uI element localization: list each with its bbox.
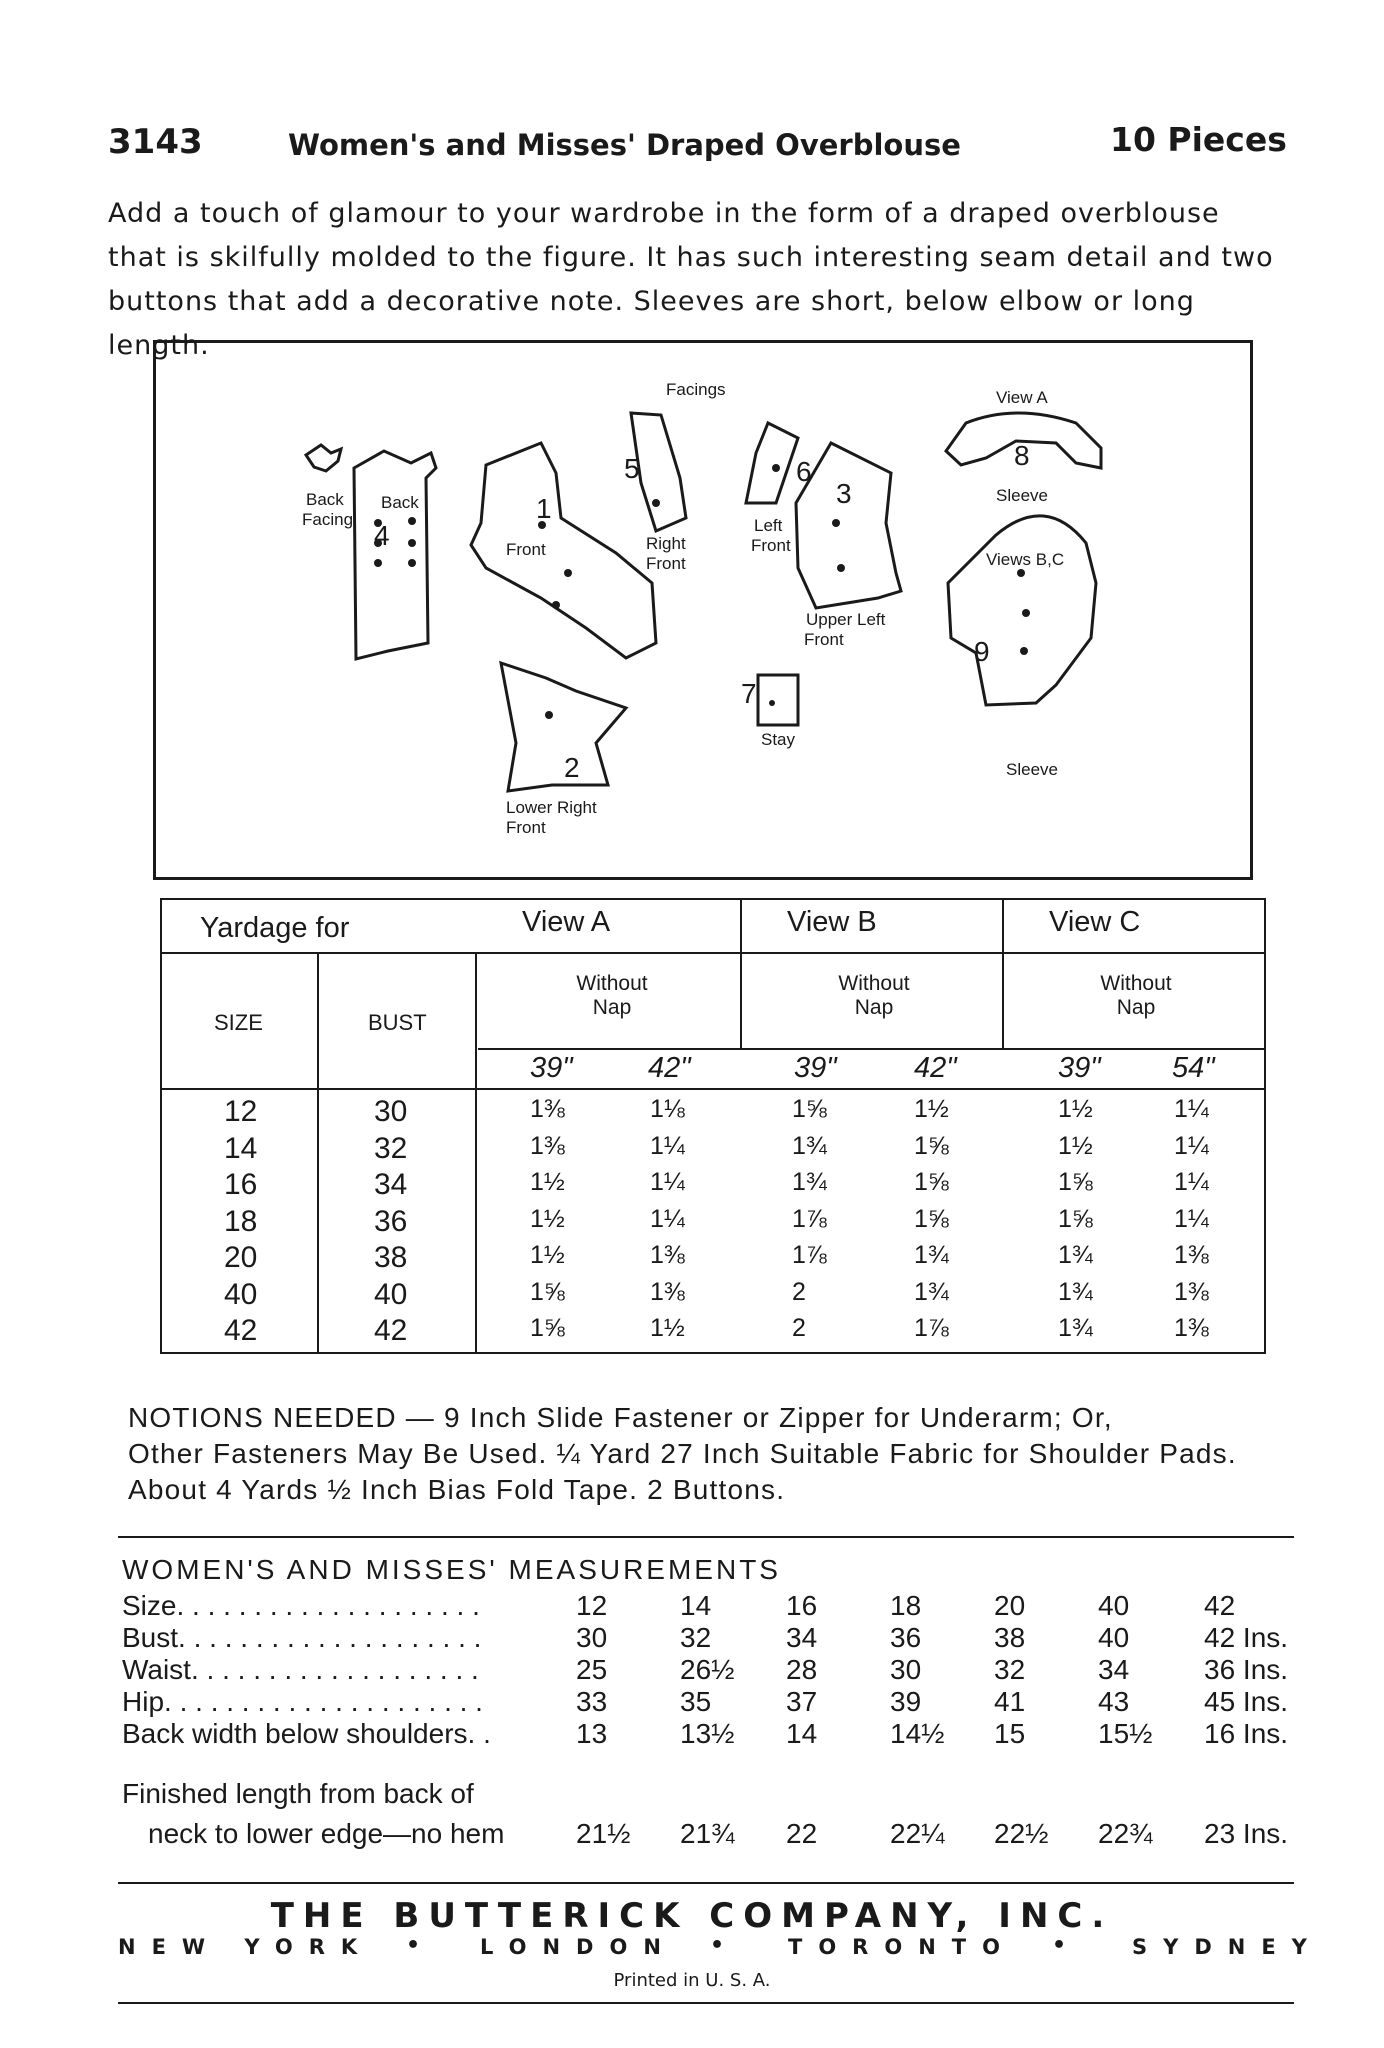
length-value: 23 Ins. (1204, 1818, 1289, 1849)
description-line-2: that is skilfully molded to the figure. It has such interesting seam detail and two (108, 242, 1274, 273)
yardage-cell-size: 18 (224, 1204, 258, 1238)
yardage-cell-b39: 1¾ (792, 1131, 827, 1160)
measurement-value: 20 (994, 1590, 1026, 1621)
yardage-cell-b39: 1⅝ (792, 1095, 827, 1123)
yardage-cell-c39: 1⅝ (1058, 1204, 1093, 1233)
measurement-value: 32 (994, 1654, 1026, 1685)
yardage-cell-bust: 42 (374, 1314, 408, 1347)
measurement-value: 35 (680, 1686, 712, 1717)
measurement-value: 36 (890, 1622, 922, 1653)
length-value: 22¼ (890, 1818, 945, 1849)
yardage-cell-a42: 1⅜ (650, 1241, 685, 1269)
length-label-1: Finished length from back of (122, 1778, 474, 1809)
measurement-value: 15½ (1098, 1718, 1153, 1749)
measurement-value: 41 (994, 1686, 1026, 1717)
length-value: 21¾ (680, 1818, 735, 1849)
city-london: LONDON (480, 1935, 677, 1959)
view-c-width-1: 39" (1058, 1052, 1101, 1084)
measurement-value: 13½ (680, 1718, 735, 1749)
city-sydney: SYDNEY (1132, 1935, 1323, 1959)
yardage-cell-a39: 1⅝ (530, 1314, 565, 1342)
yardage-cell-b39: 1⅞ (792, 1241, 827, 1269)
upper-left-front-piece (796, 443, 901, 608)
lower-right-front-number: 2 (564, 752, 580, 783)
pattern-number: 3143 (108, 122, 203, 162)
piece-count: 10 Pieces (1110, 120, 1287, 159)
sleeve-bc-piece (948, 516, 1096, 705)
length-value: 22½ (994, 1818, 1049, 1849)
view-c-width-2: 54" (1172, 1052, 1215, 1084)
yardage-cell-a42: 1½ (650, 1314, 685, 1342)
view-a-width-1: 39" (530, 1052, 573, 1084)
yardage-cell-b42: 1¾ (914, 1241, 949, 1269)
length-label-2: neck to lower edge—no hem (148, 1818, 505, 1849)
yardage-cell-size: 12 (224, 1095, 258, 1128)
yardage-cell-a39: 1⅝ (530, 1277, 565, 1306)
yardage-cell-c39: 1¾ (1058, 1314, 1093, 1342)
measurement-value: 14½ (890, 1718, 945, 1749)
yardage-cell-bust: 36 (374, 1204, 408, 1238)
view-b-width-2: 42" (914, 1052, 957, 1084)
yardage-cell-a42: 1¼ (650, 1131, 685, 1160)
right-front-label-2: Front (646, 554, 686, 573)
yardage-cell-c54: 1⅜ (1174, 1277, 1209, 1306)
views-bc-label: Views B,C (986, 550, 1065, 569)
city-toronto: TORONTO (788, 1935, 1016, 1959)
lower-right-front-label-1: Lower Right (506, 798, 597, 817)
yardage-cell-size: 42 (224, 1314, 258, 1347)
yardage-cell-a39: 1½ (530, 1168, 565, 1196)
measurement-value: 12 (576, 1590, 608, 1621)
yardage-cell-a39: 1⅜ (530, 1131, 565, 1160)
view-a-width-2: 42" (648, 1052, 691, 1084)
back-facing-label-2: Facing (302, 510, 354, 529)
back-piece-name: Back (381, 493, 419, 512)
measurement-value: 26½ (680, 1654, 735, 1685)
notions-line-1: NOTIONS NEEDED — 9 Inch Slide Fastener or Zipper for Underarm; Or, (128, 1402, 1113, 1433)
yardage-cell-a42: 1⅜ (650, 1277, 685, 1306)
upper-left-front-label-1: Upper Left (806, 610, 886, 629)
measurement-value: 15 (994, 1718, 1026, 1749)
city-separator: • (406, 1933, 421, 1958)
view-a-nap-line-2: Nap (592, 996, 632, 1019)
measurement-value: 14 (680, 1590, 712, 1621)
yardage-cell-c39: 1¾ (1058, 1277, 1093, 1306)
right-front-number: 5 (624, 453, 640, 484)
size-header: SIZE (214, 1010, 263, 1035)
pattern-pieces-drawing (156, 343, 1256, 883)
yardage-cell-a39: 1½ (530, 1204, 565, 1233)
measurement-label: Hip. . . . . . . . . . . . . . . . . . . . . (122, 1686, 483, 1717)
notions-line-2: Other Fasteners May Be Used. ¼ Yard 27 Inch Suitable Fabric for Shoulder Pads. (128, 1438, 1237, 1469)
measurement-value: 14 (786, 1718, 818, 1749)
measurement-label: Waist. . . . . . . . . . . . . . . . . . . (122, 1654, 479, 1685)
measurement-value: 34 (786, 1622, 818, 1653)
back-piece-number: 4 (374, 520, 390, 551)
left-front-label-1: Left (754, 516, 783, 535)
yardage-cell-c54: 1¼ (1174, 1168, 1209, 1196)
measurement-value: 34 (1098, 1654, 1130, 1685)
measurement-value: 37 (786, 1686, 818, 1717)
view-b-nap-line-1: Without (838, 972, 910, 995)
stay-number: 7 (741, 678, 757, 709)
yardage-cell-b39: 1⅞ (792, 1204, 827, 1233)
left-front-label-2: Front (751, 536, 791, 555)
city-separator: • (710, 1933, 725, 1958)
view-a-nap-line-1: Without (576, 972, 648, 995)
yardage-cell-a39: 1½ (530, 1241, 565, 1269)
notions-line-3: About 4 Yards ½ Inch Bias Fold Tape. 2 Buttons. (128, 1474, 786, 1505)
yardage-cell-c39: 1½ (1058, 1095, 1093, 1123)
yardage-cell-bust: 38 (374, 1241, 408, 1274)
measurements-heading: WOMEN'S AND MISSES' MEASUREMENTS (122, 1554, 781, 1585)
measurement-value: 16 Ins. (1204, 1718, 1289, 1749)
measurement-value: 43 (1098, 1686, 1130, 1717)
yardage-cell-b42: 1⅝ (914, 1131, 949, 1160)
bust-header: BUST (368, 1010, 427, 1035)
yardage-cell-b39: 2 (792, 1314, 806, 1342)
yardage-cell-a42: 1¼ (650, 1204, 685, 1233)
facings-label: Facings (666, 380, 726, 399)
yardage-cell-b42: 1⅝ (914, 1204, 949, 1233)
view-a-header: View A (522, 906, 611, 938)
yardage-cell-c54: 1⅜ (1174, 1314, 1209, 1342)
measurement-value: 36 Ins. (1204, 1654, 1289, 1685)
measurement-value: 42 (1204, 1590, 1236, 1621)
measurement-label: Size. . . . . . . . . . . . . . . . . . . . (122, 1590, 480, 1621)
length-value: 22 (786, 1818, 818, 1849)
yardage-cell-size: 20 (224, 1241, 258, 1274)
stay-piece (758, 675, 798, 725)
stay-name: Stay (761, 730, 796, 749)
left-front-facing-piece (746, 423, 798, 503)
pattern-title: Women's and Misses' Draped Overblouse (288, 128, 961, 162)
measurement-value: 33 (576, 1686, 608, 1717)
yardage-cell-c54: 1⅜ (1174, 1241, 1209, 1269)
yardage-table (160, 898, 1266, 1354)
view-c-nap-line-2: Nap (1116, 996, 1156, 1019)
right-front-label-1: Right (646, 534, 686, 553)
measurement-label: Back width below shoulders. . (122, 1718, 491, 1749)
upper-left-front-label-2: Front (804, 630, 844, 649)
measurement-value: 32 (680, 1622, 712, 1653)
city-new-york: NEW YORK (118, 1935, 374, 1959)
measurement-value: 16 (786, 1590, 818, 1621)
yardage-corner-label: Yardage for (200, 912, 350, 944)
measurement-value: 25 (576, 1654, 608, 1685)
yardage-cell-b39: 1¾ (792, 1168, 827, 1196)
yardage-cell-c39: 1¾ (1058, 1241, 1093, 1269)
yardage-cell-c54: 1¼ (1174, 1204, 1209, 1233)
view-b-nap-line-2: Nap (854, 996, 894, 1019)
back-piece (354, 451, 436, 659)
view-b-width-1: 39" (794, 1052, 837, 1084)
measurement-value: 30 (890, 1654, 922, 1685)
yardage-cell-bust: 30 (374, 1095, 408, 1128)
front-piece-number: 1 (536, 493, 552, 524)
upper-left-front-number: 3 (836, 478, 852, 509)
city-separator: • (1052, 1933, 1067, 1958)
measurement-value: 42 Ins. (1204, 1622, 1289, 1653)
length-value: 21½ (576, 1818, 631, 1849)
sleeve-a-name: Sleeve (996, 486, 1048, 505)
yardage-cell-a39: 1⅜ (530, 1095, 565, 1123)
printed-in-usa: Printed in U. S. A. (613, 1970, 771, 1991)
yardage-cell-b42: 1¾ (914, 1277, 949, 1306)
view-a-label: View A (996, 388, 1048, 407)
measurement-value: 30 (576, 1622, 608, 1653)
sleeve-bc-number: 9 (974, 636, 990, 667)
yardage-cell-size: 40 (224, 1277, 258, 1311)
yardage-cell-bust: 32 (374, 1131, 408, 1165)
yardage-cell-b42: 1⅝ (914, 1168, 949, 1196)
lower-right-front-label-2: Front (506, 818, 546, 837)
yardage-cell-size: 14 (224, 1131, 258, 1165)
measurement-value: 28 (786, 1654, 818, 1685)
description-line-1: Add a touch of glamour to your wardrobe in the form of a draped overblouse (108, 198, 1220, 229)
yardage-cell-b42: 1½ (914, 1095, 949, 1123)
front-piece-name: Front (506, 540, 546, 559)
back-facing-piece (306, 445, 341, 471)
back-facing-label-1: Back (306, 490, 344, 509)
view-b-header: View B (787, 906, 877, 938)
measurement-value: 39 (890, 1686, 922, 1717)
yardage-cell-bust: 40 (374, 1277, 408, 1311)
yardage-cell-a42: 1⅛ (650, 1095, 685, 1123)
view-c-nap-line-1: Without (1100, 972, 1172, 995)
yardage-cell-bust: 34 (374, 1168, 408, 1201)
measurement-value: 40 (1098, 1590, 1130, 1621)
measurement-value: 18 (890, 1590, 922, 1621)
description-line-3: buttons that add a decorative note. Sleeves are short, below elbow or long length. (108, 286, 1195, 361)
yardage-cell-c54: 1¼ (1174, 1131, 1209, 1160)
pattern-pieces-diagram (153, 340, 1253, 880)
measurement-value: 40 (1098, 1622, 1130, 1653)
yardage-cell-size: 16 (224, 1168, 258, 1201)
yardage-cell-c54: 1¼ (1174, 1095, 1209, 1123)
measurement-value: 13 (576, 1718, 608, 1749)
left-front-number: 6 (796, 456, 812, 487)
measurement-value: 45 Ins. (1204, 1686, 1289, 1717)
measurement-label: Bust. . . . . . . . . . . . . . . . . . . . (122, 1622, 482, 1653)
length-value: 22¾ (1098, 1818, 1153, 1849)
measurement-value: 38 (994, 1622, 1026, 1653)
yardage-cell-a42: 1¼ (650, 1168, 685, 1196)
yardage-cell-b39: 2 (792, 1277, 806, 1306)
yardage-cell-c39: 1⅝ (1058, 1168, 1093, 1196)
view-c-header: View C (1049, 906, 1141, 938)
sleeve-bc-name: Sleeve (1006, 760, 1058, 779)
sleeve-a-number: 8 (1014, 440, 1030, 471)
yardage-cell-c39: 1½ (1058, 1131, 1093, 1160)
company-name: THE BUTTERICK COMPANY, INC. (270, 1896, 1114, 1936)
yardage-cell-b42: 1⅞ (914, 1314, 949, 1342)
